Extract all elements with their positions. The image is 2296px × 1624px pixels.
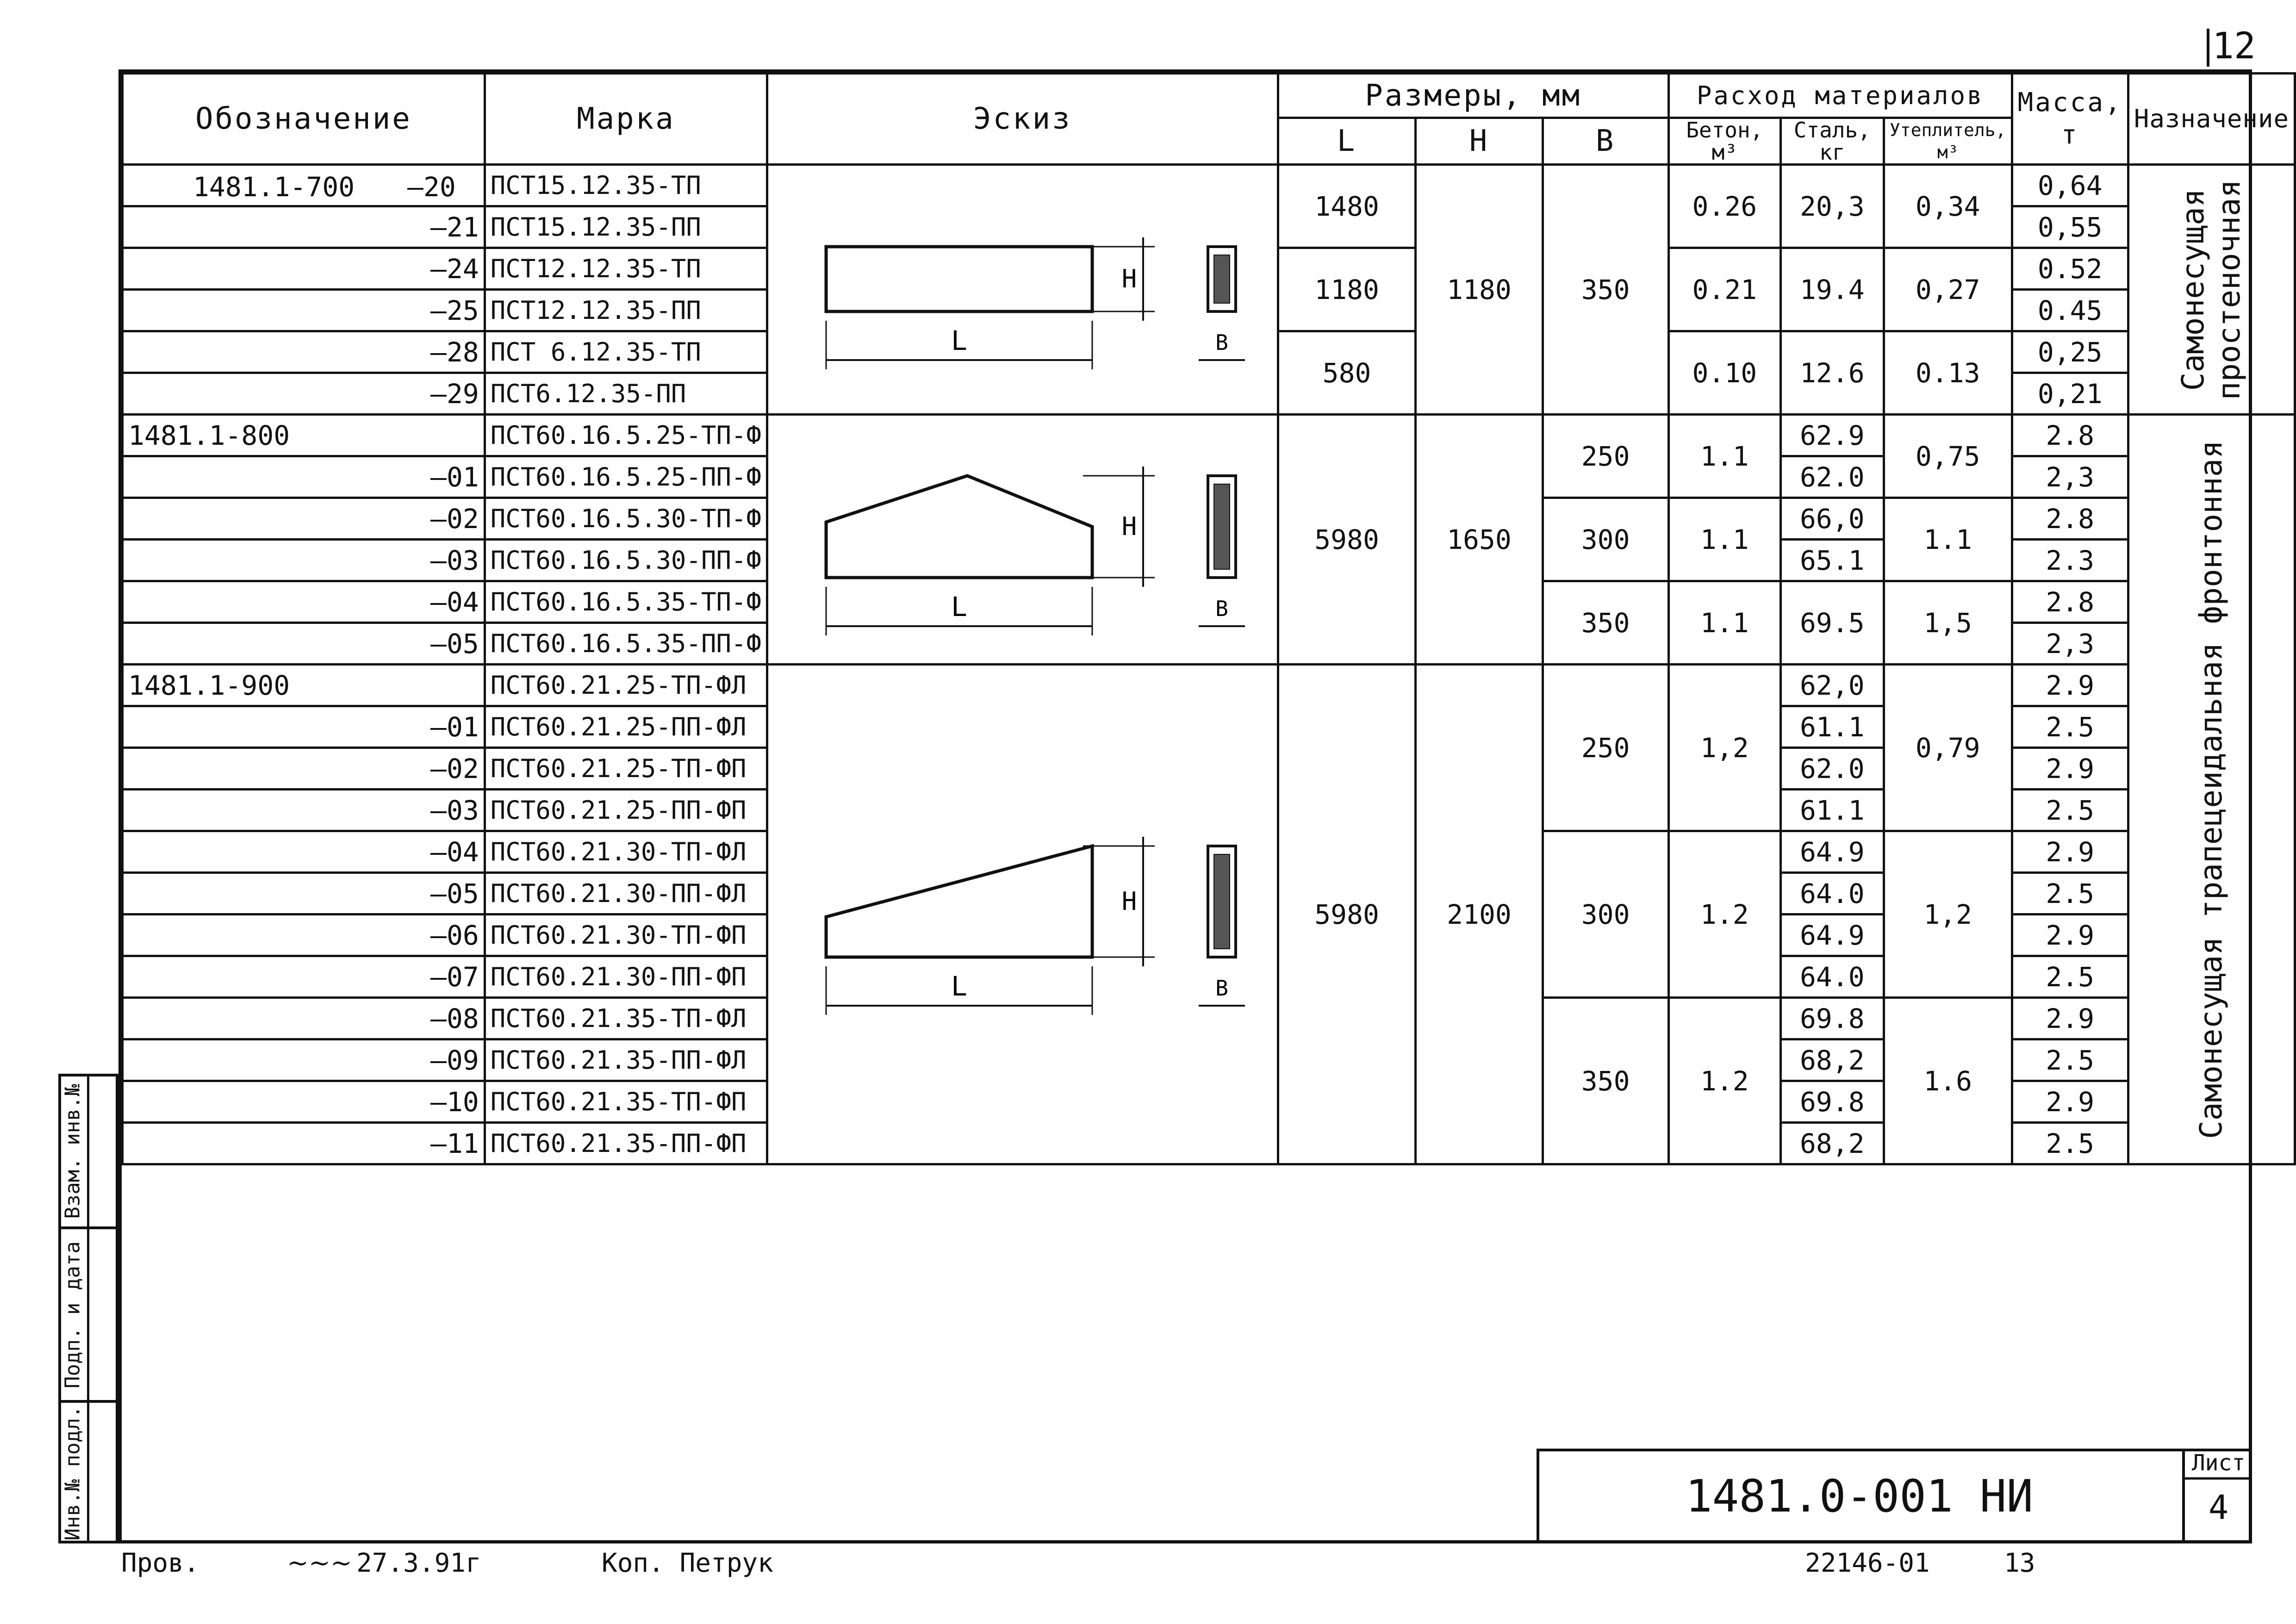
- stal: 62.0: [1780, 456, 1884, 498]
- designation-suffix: —25: [123, 290, 485, 331]
- dimension-label-H: H: [1121, 264, 1137, 293]
- beton: 1.2: [1668, 831, 1780, 998]
- dim-L: 5980: [1278, 665, 1416, 1164]
- beton: 1.1: [1668, 498, 1780, 581]
- side-label-inv: Инв.№ подл.: [61, 1406, 85, 1541]
- mark: ПСТ60.21.35-ПП-ФП: [485, 1123, 767, 1164]
- mark: ПСТ60.21.25-ПП-ФП: [485, 790, 767, 831]
- side-label-vzam: Взам. инв.№: [61, 1084, 85, 1219]
- designation-suffix: —06: [123, 915, 485, 956]
- designation-suffix: —05: [123, 623, 485, 665]
- mark: ПСТ60.16.5.35-ПП-Ф: [485, 623, 767, 665]
- document-code: 1481.0-001 НИ: [1685, 1470, 2034, 1522]
- designation-suffix: —29: [123, 373, 485, 415]
- beton: 0.21: [1668, 248, 1780, 331]
- insulation-layer: [1214, 484, 1230, 569]
- header-stal: Сталь, кг: [1780, 118, 1884, 165]
- dim-L: 1480: [1278, 165, 1416, 248]
- mark: ПСТ60.21.35-ТП-ФЛ: [485, 998, 767, 1039]
- purpose-text: Самонесущая простеночная: [2175, 179, 2247, 400]
- designation-suffix: —21: [123, 206, 485, 248]
- footer-order: 22146-01: [1805, 1548, 1930, 1578]
- mass: 2.5: [2012, 956, 2128, 998]
- mark: ПСТ60.21.25-ТП-ФЛ: [485, 665, 767, 706]
- footer-date: 27.3.91г: [356, 1548, 481, 1578]
- dim-B: 250: [1543, 665, 1668, 831]
- header-B: B: [1543, 118, 1668, 165]
- dim-L: 580: [1278, 331, 1416, 415]
- uteplitel: 1,5: [1884, 581, 2012, 665]
- dim-B: 300: [1543, 498, 1668, 581]
- mass: 2.5: [2012, 790, 2128, 831]
- designation-suffix: —04: [123, 831, 485, 873]
- beton: 1.1: [1668, 415, 1780, 498]
- designation-suffix: —09: [123, 1039, 485, 1081]
- beton: 1.1: [1668, 581, 1780, 665]
- mass: 2.9: [2012, 998, 2128, 1039]
- header-H: H: [1416, 118, 1543, 165]
- stal: 62.9: [1780, 415, 1884, 456]
- uteplitel: 0.13: [1884, 331, 2012, 415]
- dim-L: 5980: [1278, 415, 1416, 665]
- mass: 2.5: [2012, 706, 2128, 748]
- dim-B: 350: [1543, 165, 1668, 415]
- stal: 64.0: [1780, 873, 1884, 915]
- uteplitel: 0,75: [1884, 415, 2012, 498]
- header-marka: Марка: [485, 74, 767, 165]
- designation: [123, 165, 485, 206]
- mass: 2.8: [2012, 415, 2128, 456]
- table-row: [123, 665, 2295, 706]
- designation-suffix: —01: [123, 706, 485, 748]
- designation-suffix: —05: [123, 873, 485, 915]
- designation-suffix: —07: [123, 956, 485, 998]
- mass: 0.45: [2012, 290, 2128, 331]
- specification-table: [121, 72, 2296, 1165]
- mass: 2.8: [2012, 581, 2128, 623]
- footer-num: 13: [2004, 1548, 2035, 1578]
- dimension-label-L: L: [951, 591, 967, 622]
- stal: 69.8: [1780, 998, 1884, 1039]
- stal: 69.8: [1780, 1081, 1884, 1123]
- dim-B: 250: [1543, 415, 1668, 498]
- stal: 64.0: [1780, 956, 1884, 998]
- beton: 0.10: [1668, 331, 1780, 415]
- stal: 19.4: [1780, 248, 1884, 331]
- mark: ПСТ60.21.25-ПП-ФЛ: [485, 706, 767, 748]
- uteplitel: 0,34: [1884, 165, 2012, 248]
- designation-suffix: —02: [123, 748, 485, 790]
- purpose-cell: [2128, 165, 2295, 415]
- mark: ПСТ60.21.25-ТП-ФП: [485, 748, 767, 790]
- stal: 61.1: [1780, 706, 1884, 748]
- signature: ~~~: [287, 1548, 352, 1578]
- panel-sketch: [768, 416, 1278, 665]
- sketch-cell: [767, 415, 1278, 665]
- dim-H: 2100: [1416, 665, 1543, 1164]
- mark: ПСТ12.12.35-ТП: [485, 248, 767, 290]
- designation-suffix: —02: [123, 498, 485, 540]
- panel-sketch: [768, 666, 1278, 1164]
- dim-B: 300: [1543, 831, 1668, 998]
- uteplitel: 1.1: [1884, 498, 2012, 581]
- mark: ПСТ12.12.35-ПП: [485, 290, 767, 331]
- table-row: [123, 165, 2295, 206]
- dimension-label-H: H: [1121, 512, 1137, 541]
- designation: 1481.1-800: [123, 415, 485, 456]
- mass: 2.5: [2012, 873, 2128, 915]
- beton: 1.2: [1668, 998, 1780, 1164]
- mark: ПСТ60.16.5.30-ПП-Ф: [485, 540, 767, 581]
- designation-base: 1481.1-700: [193, 171, 355, 203]
- designation-suffix: —03: [123, 540, 485, 581]
- mass: 2.3: [2012, 540, 2128, 581]
- page-number: 12: [2212, 25, 2256, 67]
- sheet-label: Лист: [2185, 1449, 2252, 1480]
- mark: ПСТ60.21.35-ТП-ФП: [485, 1081, 767, 1123]
- designation-suffix: —03: [123, 790, 485, 831]
- dimension-label-L: L: [951, 971, 967, 1002]
- insulation-layer: [1214, 854, 1230, 949]
- side-stamp-divider: [87, 1074, 89, 1543]
- insulation-layer: [1214, 255, 1230, 303]
- header-oboznachenie: Обозначение: [123, 74, 485, 165]
- mass: 2.9: [2012, 665, 2128, 706]
- panel-outline: [826, 247, 1092, 311]
- stal: 64.9: [1780, 915, 1884, 956]
- mass: 2,3: [2012, 456, 2128, 498]
- mark: ПСТ60.16.5.30-ТП-Ф: [485, 498, 767, 540]
- stal: 12.6: [1780, 331, 1884, 415]
- dim-B: 350: [1543, 581, 1668, 665]
- mass: 2.9: [2012, 748, 2128, 790]
- header-L: L: [1278, 118, 1416, 165]
- stal: 68,2: [1780, 1123, 1884, 1164]
- beton: 1,2: [1668, 665, 1780, 831]
- stal: 65.1: [1780, 540, 1884, 581]
- mass: 2.9: [2012, 831, 2128, 873]
- dimension-label-B: B: [1215, 596, 1228, 621]
- stal: 62,0: [1780, 665, 1884, 706]
- designation-suffix: —20: [407, 171, 456, 203]
- mark: ПСТ6.12.35-ПП: [485, 373, 767, 415]
- stal: 61.1: [1780, 790, 1884, 831]
- footer-copied: Коп. Петрук: [602, 1548, 773, 1578]
- mass: 0,21: [2012, 373, 2128, 415]
- dim-B: 350: [1543, 998, 1668, 1164]
- mark: ПСТ60.16.5.25-ТП-Ф: [485, 415, 767, 456]
- sketch-cell: [767, 665, 1278, 1164]
- sheet-box: [2182, 1449, 2252, 1543]
- stal: 68,2: [1780, 1039, 1884, 1081]
- uteplitel: 0,27: [1884, 248, 2012, 331]
- header-beton: Бетон, м³: [1668, 118, 1780, 165]
- mark: ПСТ15.12.35-ТП: [485, 165, 767, 206]
- dimension-label-B: B: [1215, 330, 1228, 355]
- stal: 64.9: [1780, 831, 1884, 873]
- dim-L: 1180: [1278, 248, 1416, 331]
- designation: 1481.1-900: [123, 665, 485, 706]
- mass: 2.9: [2012, 1081, 2128, 1123]
- panel-outline: [826, 846, 1092, 957]
- dim-H: 1180: [1416, 165, 1543, 415]
- designation-suffix: —24: [123, 248, 485, 290]
- mass: 2.9: [2012, 915, 2128, 956]
- side-label-podp: Подп. и дата: [61, 1241, 85, 1388]
- mark: ПСТ60.16.5.25-ПП-Ф: [485, 456, 767, 498]
- dimension-label-L: L: [951, 325, 967, 356]
- dimension-label-H: H: [1121, 887, 1137, 916]
- designation-suffix: —01: [123, 456, 485, 498]
- mass: 2.5: [2012, 1039, 2128, 1081]
- panel-sketch: [768, 166, 1278, 415]
- header-naznachenie: Назначение: [2128, 74, 2295, 165]
- stal: 66,0: [1780, 498, 1884, 540]
- mark: ПСТ15.12.35-ПП: [485, 206, 767, 248]
- mark: ПСТ60.21.30-ПП-ФП: [485, 956, 767, 998]
- mark: ПСТ60.21.30-ПП-ФЛ: [485, 873, 767, 915]
- uteplitel: 1.6: [1884, 998, 2012, 1164]
- page-mark: [2207, 29, 2209, 67]
- purpose-cell: [2128, 415, 2295, 1164]
- mark: ПСТ60.16.5.35-ТП-Ф: [485, 581, 767, 623]
- sheet-number: 4: [2208, 1488, 2229, 1527]
- mass: 2.5: [2012, 1123, 2128, 1164]
- stal: 69.5: [1780, 581, 1884, 665]
- header-raskhod: Расход материалов: [1668, 74, 2012, 118]
- mass: 2.8: [2012, 498, 2128, 540]
- header-razmery: Размеры, мм: [1278, 74, 1668, 118]
- mark: ПСТ60.21.35-ПП-ФЛ: [485, 1039, 767, 1081]
- designation-suffix: —10: [123, 1081, 485, 1123]
- mark: ПСТ60.21.30-ТП-ФЛ: [485, 831, 767, 873]
- mark: ПСТ 6.12.35-ТП: [485, 331, 767, 373]
- beton: 0.26: [1668, 165, 1780, 248]
- designation-suffix: —08: [123, 998, 485, 1039]
- sketch-cell: [767, 165, 1278, 415]
- uteplitel: 0,79: [1884, 665, 2012, 831]
- mark: ПСТ60.21.30-ТП-ФП: [485, 915, 767, 956]
- dimension-label-B: B: [1215, 976, 1228, 1001]
- header-eskiz: Эскиз: [767, 74, 1278, 165]
- mass: 0,25: [2012, 331, 2128, 373]
- mass: 0,64: [2012, 165, 2128, 206]
- table-row: [123, 415, 2295, 456]
- purpose-text: Самонесущая трапецеидальная фронтонная: [2193, 440, 2229, 1139]
- header-massa: Масса, т: [2012, 74, 2128, 165]
- panel-outline: [826, 476, 1092, 578]
- uteplitel: 1,2: [1884, 831, 2012, 998]
- mass: 0.52: [2012, 248, 2128, 290]
- designation-suffix: —28: [123, 331, 485, 373]
- stal: 62.0: [1780, 748, 1884, 790]
- stal: 20,3: [1780, 165, 1884, 248]
- designation-suffix: —04: [123, 581, 485, 623]
- mass: 0,55: [2012, 206, 2128, 248]
- header-uteplitel: Утеплитель, м³: [1884, 118, 2012, 165]
- designation-suffix: —11: [123, 1123, 485, 1164]
- footer-prov: Пров.: [121, 1548, 199, 1578]
- dim-H: 1650: [1416, 415, 1543, 665]
- mass: 2,3: [2012, 623, 2128, 665]
